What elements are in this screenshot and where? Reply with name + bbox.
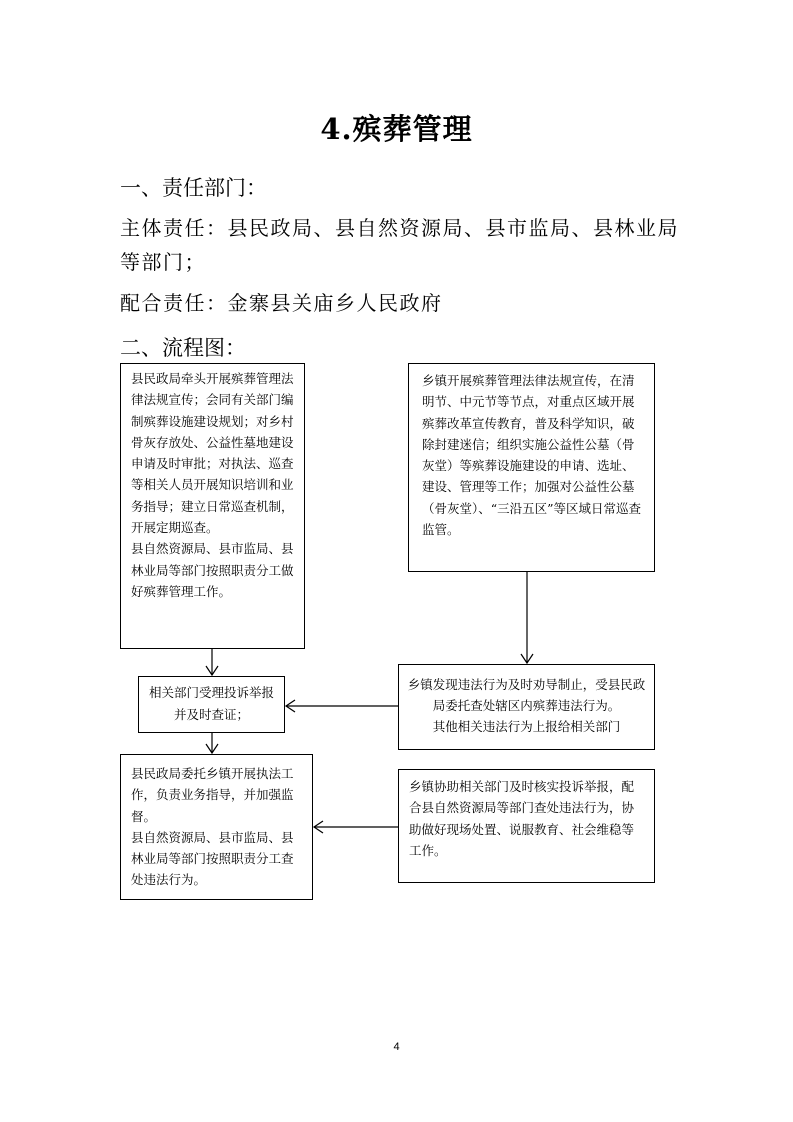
flow-box-county-enforcement: 县民政局委托乡镇开展执法工作，负责业务指导，并加强监督。 县自然资源局、县市监局、县林业局等部门按照职责分工查处违法行为。 <box>120 754 313 900</box>
flow-box-complaint-handling: 相关部门受理投诉举报并及时查证； <box>138 676 285 733</box>
document-title: 4.殡葬管理 <box>320 112 473 146</box>
flow-box-township-publicity: 乡镇开展殡葬管理法律法规宣传，在清明节、中元节等节点，对重点区域开展殡葬改革宣传教育，普及科学知识，破除封建迷信；组织实施公益性公墓（骨灰堂）等殡葬设施建设的申请、选址、建设、管理等工作；加强对公益性公墓（骨灰堂）、“三沿五区”等区域日常巡查监管。 <box>408 363 655 572</box>
section-heading-flowchart: 二、流程图： <box>120 336 246 360</box>
supporting-responsibility-text: 配合责任：金寨县关庙乡人民政府 <box>120 291 443 315</box>
flow-box-township-report: 乡镇发现违法行为及时劝导制止，受县民政局委托查处辖区内殡葬违法行为。 其他相关违法行为上报给相关部门 <box>398 664 655 750</box>
page-number: 4 <box>393 1041 400 1053</box>
main-responsibility-text: 主体责任：县民政局、县自然资源局、县市监局、县林业局等部门； <box>120 216 679 274</box>
section-heading-departments: 一、责任部门： <box>120 176 267 200</box>
flow-box-county-publicity: 县民政局牵头开展殡葬管理法律法规宣传；会同有关部门编制殡葬设施建设规划；对乡村骨灰存放处、公益性墓地建设申请及时审批；对执法、巡查等相关人员开展知识培训和业务指导；建立日常巡查机制，开展定期巡查。 县自然资源局、县市监局、县林业局等部门按照职责分工做好殡葬管理工作。 <box>120 363 305 649</box>
flow-box-township-assist: 乡镇协助相关部门及时核实投诉举报，配合县自然资源局等部门查处违法行为，协助做好现场处置、说服教育、社会维稳等工作。 <box>398 769 655 883</box>
